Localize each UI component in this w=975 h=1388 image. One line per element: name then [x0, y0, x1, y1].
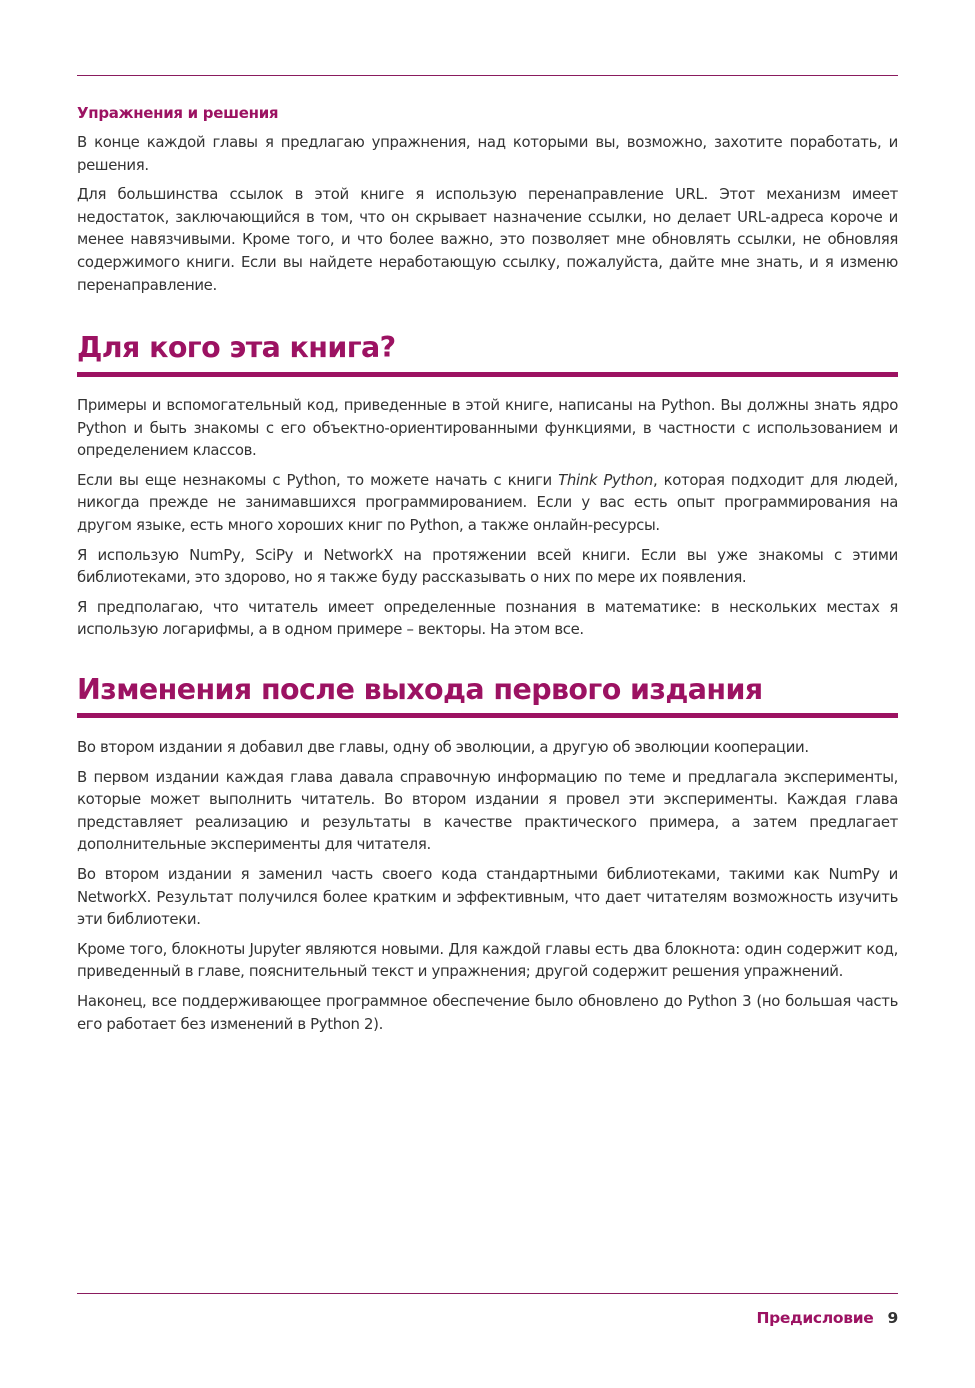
- audience-text: [77, 394, 898, 648]
- paragraph: Наконец, все поддерживающее программное обеспечение было обновлено до Python 3 (но большая часть его работает без изменений в Python 2).: [77, 991, 898, 1033]
- paragraph: Для большинства ссылок в этой книге я использую перенаправление URL. Этот механизм имеет недостаток, заключающийся в том, что он скрывает назначение ссылки, но делает URL-адреса короче и менее навязчивыми. Кроме того, и что более важно, это позволяет мне обновлять ссылки, не обновляя содержимого книги. Если вы найдете неработающую ссылку, пожалуйста, дайте мне знать, и я изменю перенаправление.: [77, 185, 898, 294]
- paragraph: Я предполагаю, что читатель имеет определенные познания в математике: в нескольких местах я использую логарифмы, а в одном примере – векторы. На этом все.: [77, 597, 898, 639]
- section-title-changes: Изменения после выхода первого издания: [77, 673, 763, 706]
- paragraph: Во втором издании я заменил часть своего кода стандартными библиотеками, такими как NumPy и NetworkX. Результат получился более кратким и эффективным, что дает читателям возможность изучить эти библиотеки.: [77, 864, 898, 929]
- paragraph: Кроме того, блокноты Jupyter являются новыми. Для каждой главы есть два блокнота: один содержит код, приведенный в главе, пояснительный текст и упражнения; другой содержит решения упражнений.: [77, 939, 898, 981]
- changes-text: [77, 736, 898, 1042]
- page-footer: [756, 1309, 898, 1327]
- footer-rule: [77, 1293, 898, 1294]
- paragraph-text: Если вы еще незнакомы с Python, то можете начать с книги: [77, 470, 559, 489]
- paragraph: В конце каждой главы я предлагаю упражнения, над которыми вы, возможно, захотите поработать, и решения.: [77, 133, 898, 174]
- section-title-underline: [77, 372, 898, 377]
- page-number: 9: [887, 1309, 898, 1327]
- paragraph: [77, 469, 898, 537]
- paragraph: Я использую NumPy, SciPy и NetworkX на протяжении всей книги. Если вы уже знакомы с этими библиотеками, это здорово, но я также буду рассказывать о них по мере их появления.: [77, 545, 898, 587]
- book-title-italic: Think Python: [558, 470, 653, 489]
- exercises-heading: Упражнения и решения: [77, 104, 279, 122]
- section-title-underline: [77, 713, 898, 718]
- section-title-audience: Для кого эта книга?: [77, 331, 396, 364]
- paragraph-text: , которая подходит для людей, никогда прежде не занимавшихся программированием. Если у вас есть опыт программирования на другом языке, есть много хороших книг по Python, а также онлайн-ресурсы.: [77, 470, 898, 534]
- header-rule: [77, 75, 898, 76]
- book-page: [77, 0, 898, 1388]
- footer-section-name: Предисловие: [756, 1309, 874, 1327]
- paragraph: Во втором издании я добавил две главы, одну об эволюции, а другую об эволюции кооперации.: [77, 738, 809, 756]
- paragraph: Примеры и вспомогательный код, приведенные в этой книге, написаны на Python. Вы должны знать ядро Python и быть знакомы с его объектно-ориентированными функциями, в частности с использованием и определением классов.: [77, 396, 898, 460]
- exercises-text: [77, 131, 898, 303]
- paragraph: В первом издании каждая глава давала справочную информацию по теме и предлагала эксперименты, которые может выполнить читатель. Во втором издании я провел эти эксперименты. Каждая глава представляет реализацию и результаты в качестве практического примера, а затем предлагает дополнительные эксперименты для читателя.: [77, 767, 898, 854]
